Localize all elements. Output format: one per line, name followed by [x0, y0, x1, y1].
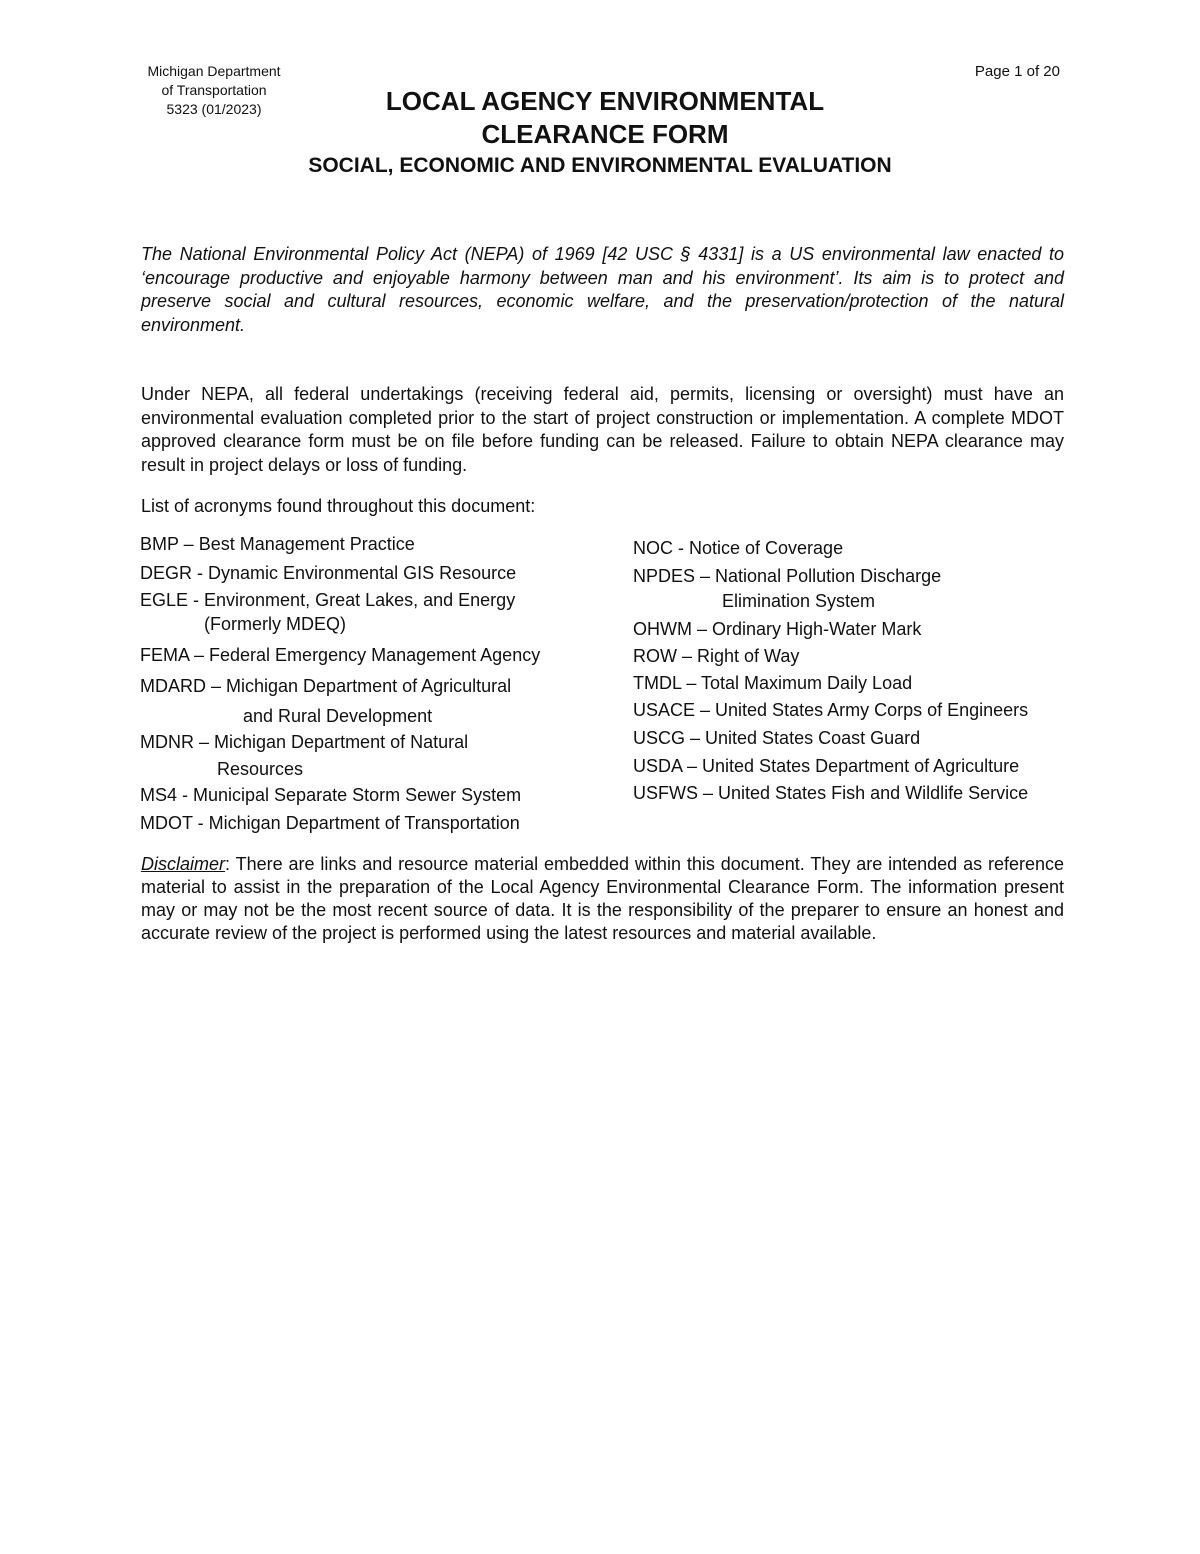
- acronym-item: USFWS – United States Fish and Wildlife Service: [633, 783, 1029, 803]
- acronym-item: FEMA – Federal Emergency Management Agency: [140, 645, 541, 665]
- title-line2: CLEARANCE FORM: [481, 119, 729, 149]
- title-line1: LOCAL AGENCY ENVIRONMENTAL: [385, 86, 825, 116]
- agency-name-line1: Michigan Department: [147, 63, 281, 79]
- acronym-item: ROW – Right of Way: [633, 646, 800, 666]
- form-number: 5323 (01/2023): [166, 101, 262, 117]
- nepa-requirement-paragraph: Under NEPA, all federal undertakings (receiving federal aid, permits, licensing or oversight) must have an environmental evaluation completed prior to the start of project construction or implementation. A complete MDOT approved clearance form must be on file before funding can be released. Failure to obtain NEPA clearance may result in project delays or loss of funding.: [141, 384, 1064, 475]
- disclaimer-label: Disclaimer: [141, 854, 226, 874]
- acronym-item: OHWM – Ordinary High-Water Mark: [633, 619, 922, 639]
- acronym-item: MDARD – Michigan Department of Agricultural and Rural Development: [140, 676, 512, 726]
- disclaimer-text: : There are links and resource material embedded within this document. They are intended as reference material to assist in the preparation of the Local Agency Environmental Clearance Form. The information present may or may not be the most recent source of data. It is the responsibility of the preparer to ensure an honest and accurate review of the project is performed using the latest resources and material available.: [141, 854, 1064, 943]
- agency-name-line2: of Transportation: [161, 82, 267, 98]
- acronym-item: NPDES – National Pollution Discharge Elimination System: [633, 566, 942, 611]
- acronym-item: MDNR – Michigan Department of Natural Resources: [140, 732, 469, 779]
- acronym-item: EGLE - Environment, Great Lakes, and Energy (Formerly MDEQ): [140, 590, 516, 634]
- acronym-item: USDA – United States Department of Agriculture: [633, 756, 1020, 776]
- acronym-item: TMDL – Total Maximum Daily Load: [633, 673, 913, 693]
- acronym-item: USACE – United States Army Corps of Engineers: [633, 700, 1029, 720]
- document-title: [0, 85, 1200, 151]
- acronym-item: NOC - Notice of Coverage: [633, 538, 844, 558]
- acronym-item: DEGR - Dynamic Environmental GIS Resource: [140, 563, 517, 583]
- acronym-list-heading: List of acronyms found throughout this document:: [141, 496, 536, 516]
- page-indicator: Page 1 of 20: [974, 63, 1060, 80]
- nepa-intro-paragraph: The National Environmental Policy Act (NEPA) of 1969 [42 USC § 4331] is a US environmental law enacted to ‘encourage productive and enjoyable harmony between man and his environment’. Its aim is to protect and preserve social and cultural resources, economic welfare, and the preservation/protection of the natural environment.: [141, 244, 1064, 335]
- document-subtitle: SOCIAL, ECONOMIC AND ENVIRONMENTAL EVALUATION: [308, 154, 892, 177]
- acronym-item: BMP – Best Management Practice: [140, 534, 415, 554]
- acronym-item: USCG – United States Coast Guard: [633, 728, 921, 748]
- acronym-item: MDOT - Michigan Department of Transportation: [140, 813, 520, 833]
- acronym-item: MS4 - Municipal Separate Storm Sewer System: [140, 785, 522, 805]
- disclaimer-paragraph: [141, 853, 1064, 945]
